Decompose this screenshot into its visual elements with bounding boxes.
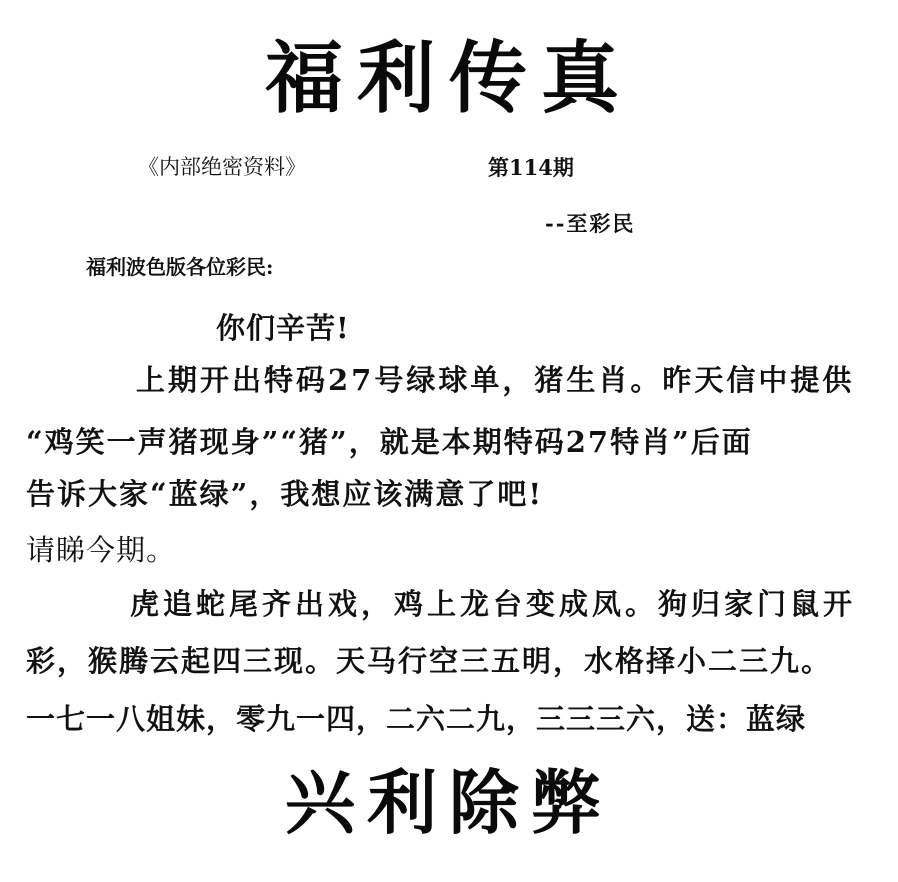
footer-slogan: 兴利除弊 — [285, 761, 613, 844]
document-title: 福利传真 — [264, 33, 633, 124]
body-line-3: 告诉大家“蓝绿”，我想应该满意了吧! — [26, 477, 544, 511]
poem-line-1: 虎追蛇尾齐出戏，鸡上龙台变成凤。狗归家门鼠开 — [130, 587, 857, 621]
body-line-4: 请睇今期。 — [26, 533, 177, 567]
issue-number: 第114期 — [488, 155, 574, 180]
poem-line-2: 彩，猴腾云起四三现。天马行空三五明，水格择小二三九。 — [26, 644, 833, 678]
poem-line-3: 一七一八姐妹，零九一四，二六二九，三三三六，送：蓝绿 — [26, 702, 807, 736]
secret-label: 《内部绝密资料》 — [138, 155, 306, 179]
body-line-1: 上期开出特码27号绿球单，猪生肖。昨天信中提供 — [136, 363, 855, 397]
hello-line: 你们辛苦! — [216, 311, 350, 345]
body-line-2: “鸡笑一声猪现身”“猪”，就是本期特码27特肖”后面 — [26, 425, 753, 459]
greeting-line: 福利波色版各位彩民: — [86, 255, 274, 279]
recipient-line: --至彩民 — [545, 211, 636, 236]
